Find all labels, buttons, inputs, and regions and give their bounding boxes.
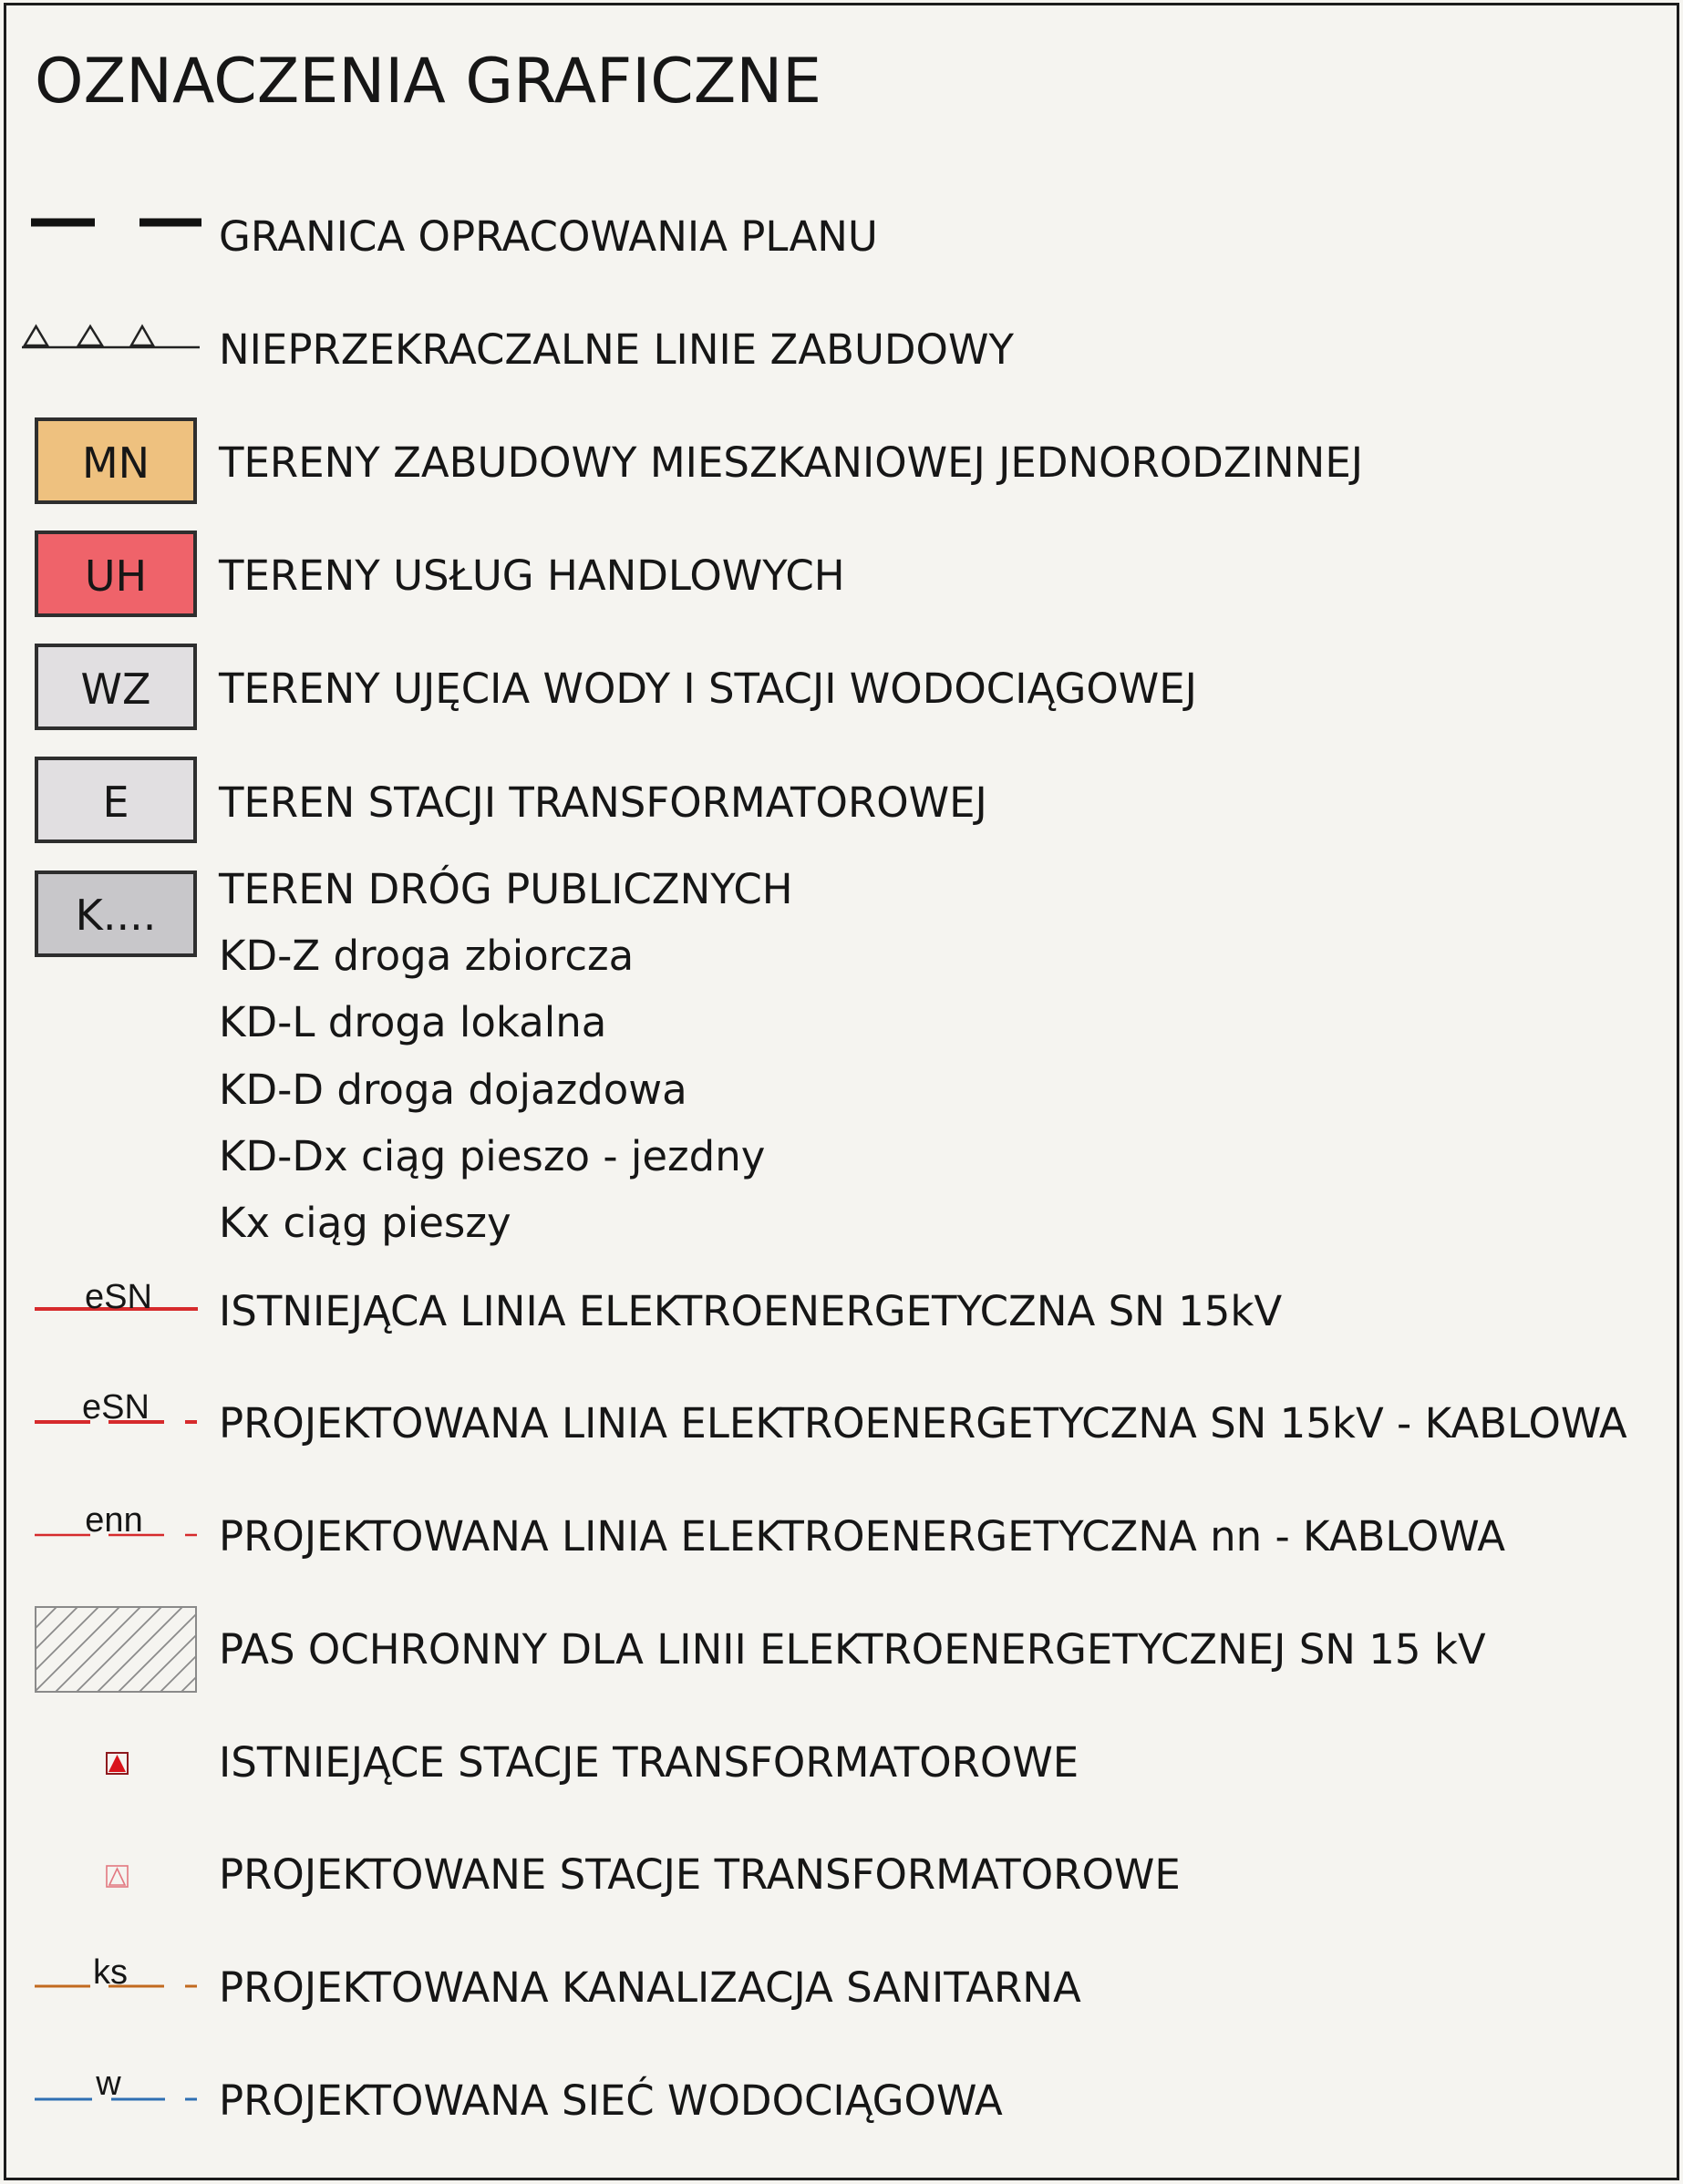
legend-row-projected-nn-cable [0,1500,1683,1573]
legend-row-projected-stations [0,1839,1683,1911]
road-class-label: KD-Z droga zbiorcza [219,932,635,980]
line-code-label: ks [93,1953,128,1992]
building-line-group [22,326,200,347]
legend-label: ISTNIEJĄCA LINIA ELEKTROENERGETYCZNA SN 15kV [219,1287,1283,1335]
line-code-label: eSN [82,1388,150,1427]
filled-triangle-square-icon [0,1726,219,1799]
legend-title: OZNACZENIA GRAFICZNE [35,46,822,118]
legend-row-protection-belt [0,1601,1683,1699]
legend-row-existing-stations [0,1726,1683,1799]
legend-row-water-network [0,2065,1683,2138]
dashed-line-icon [0,1500,219,1573]
triangle-marker [131,326,153,345]
zone-box-icon [0,862,219,972]
boundary-dash-icon [0,201,219,273]
road-class-label: KD-Dx ciąg pieszo - jezdny [219,1132,766,1180]
zone-code: E [102,778,129,827]
legend-label: PROJEKTOWANA LINIA ELEKTROENERGETYCZNA nn - KABLOWA [219,1512,1506,1561]
legend-label: PAS OCHRONNY DLA LINII ELEKTROENERGETYCZNEJ SN 15 kV [219,1625,1486,1674]
outline-triangle-square-icon [0,1839,219,1911]
legend-row-wz [0,640,1683,738]
legend-label: NIEPRZEKRACZALNE LINIE ZABUDOWY [219,325,1014,374]
triangle-marker [78,326,102,345]
zone-code: WZ [80,664,151,714]
legend-label: TEREN DRÓG PUBLICZNYCH [219,865,793,913]
legend-label: GRANICA OPRACOWANIA PLANU [219,212,878,261]
station-triangle [108,1755,126,1772]
station-triangle [109,1869,125,1885]
dashed-line-icon [0,1387,219,1460]
line-code-label: eSN [85,1278,152,1316]
legend-label: PROJEKTOWANA SIEĆ WODOCIĄGOWA [219,2076,1003,2125]
legend-row-projected-sn-cable [0,1387,1683,1460]
zone-box-icon [0,414,219,512]
legend-row-mn [0,414,1683,512]
road-class-label: KD-D droga dojazdowa [219,1066,687,1114]
triangle-marker [25,326,47,345]
legend-row-uh [0,527,1683,625]
zone-box-icon [0,640,219,738]
legend-label: PROJEKTOWANA LINIA ELEKTROENERGETYCZNA SN 15kV - KABLOWA [219,1399,1627,1447]
solid-line-icon [0,1275,219,1348]
line-code-label: w [96,2065,121,2103]
legend-label: PROJEKTOWANA KANALIZACJA SANITARNA [219,1963,1081,2012]
zone-code: MN [81,438,150,488]
legend-row-existing-sn-line [0,1275,1683,1348]
station-outline-group [107,1866,128,1887]
legend-row-e [0,753,1683,851]
road-class-label: Kx ciąg pieszy [219,1199,511,1247]
dashed-line-icon [0,2065,219,2138]
dashed-line-icon [0,1952,219,2024]
legend-label: TEREN STACJI TRANSFORMATOROWEJ [219,778,987,827]
legend-row-sewerage [0,1952,1683,2024]
zone-box-icon [0,527,219,625]
legend-label: PROJEKTOWANE STACJE TRANSFORMATOROWE [219,1850,1181,1899]
line-code-label: enn [85,1501,143,1540]
legend-row-plan-boundary [0,201,1683,273]
legend-row-public-roads [0,862,1683,1254]
road-class-label: KD-L droga lokalna [219,998,607,1046]
legend-label: TERENY USŁUG HANDLOWYCH [219,551,845,600]
legend-label: TERENY ZABUDOWY MIESZKANIOWEJ JEDNORODZINNEJ [219,438,1364,487]
zone-code: K.... [75,891,157,940]
hatched-box [36,1607,196,1692]
zone-code: UH [84,551,148,601]
legend-row-building-line [0,314,1683,386]
building-line-triangles-icon [0,314,219,386]
hatched-box-icon [0,1601,219,1699]
legend-label: TERENY UJĘCIA WODY I STACJI WODOCIĄGOWEJ [219,664,1197,713]
zone-box-icon [0,753,219,851]
legend-label: ISTNIEJĄCE STACJE TRANSFORMATOROWE [219,1738,1079,1787]
